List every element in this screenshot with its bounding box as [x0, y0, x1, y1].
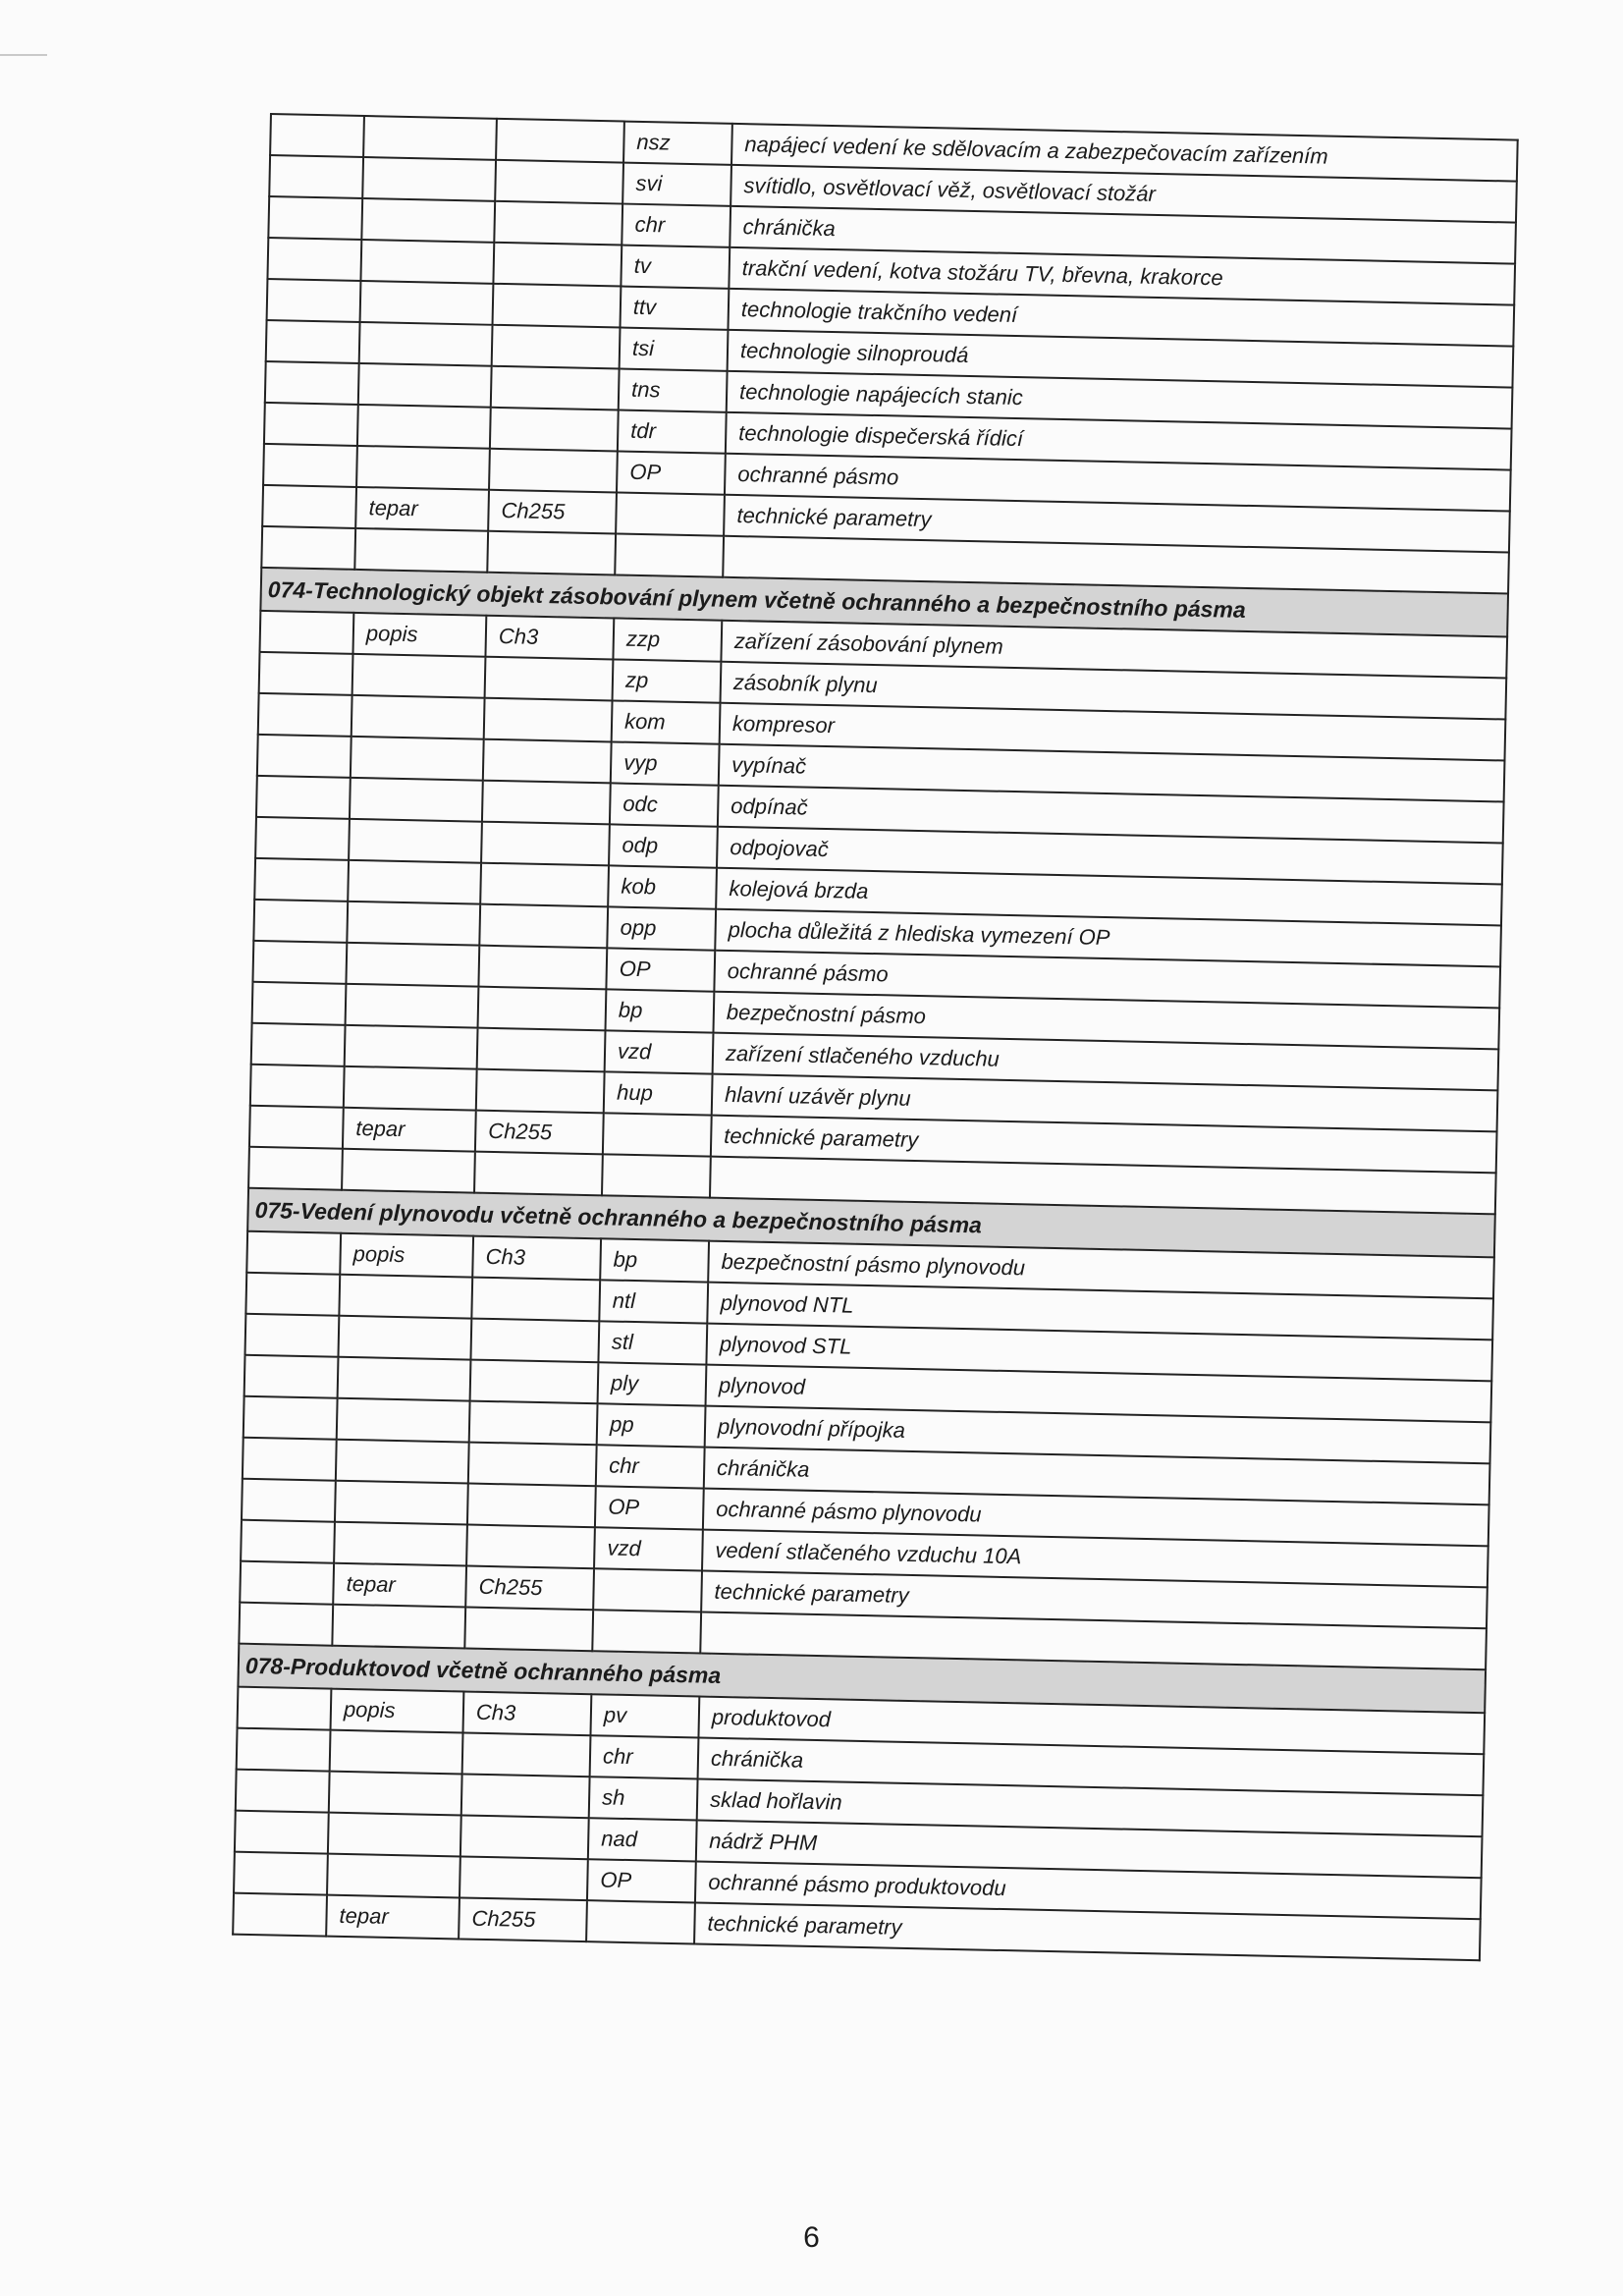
description-cell: zařízení zásobování plynem	[721, 621, 1507, 679]
attribute-cell	[361, 198, 495, 243]
code-cell: zzp	[613, 618, 722, 661]
type-cell	[483, 739, 612, 784]
index-cell	[259, 652, 353, 695]
code-cell: kom	[612, 700, 721, 743]
attribute-cell	[336, 1440, 469, 1484]
type-cell	[482, 781, 611, 825]
type-cell	[478, 987, 607, 1031]
type-cell	[469, 1401, 598, 1446]
code-cell: odp	[609, 824, 718, 867]
description-cell: technologie napájecích stanic	[727, 371, 1513, 429]
code-cell: pv	[590, 1694, 699, 1737]
type-cell: Ch3	[472, 1236, 601, 1281]
index-cell	[270, 114, 364, 157]
code-cell: OP	[617, 451, 726, 494]
code-cell: OP	[606, 948, 715, 991]
description-cell: chránička	[704, 1448, 1490, 1505]
index-cell	[233, 1893, 327, 1937]
index-cell	[234, 1852, 328, 1895]
code-cell: tns	[619, 369, 728, 412]
type-cell	[461, 1774, 590, 1818]
code-cell: ttv	[621, 287, 730, 330]
attribute-cell	[334, 1522, 467, 1566]
type-cell	[468, 1443, 597, 1487]
index-cell	[241, 1520, 335, 1563]
index-cell	[252, 941, 347, 984]
index-cell	[246, 1231, 341, 1275]
code-cell: chr	[590, 1735, 699, 1778]
type-cell: Ch255	[475, 1111, 604, 1155]
code-cell	[586, 1900, 695, 1943]
attribute-cell	[338, 1316, 471, 1360]
code-cell: zp	[613, 659, 722, 702]
type-cell	[474, 1152, 603, 1196]
attribute-cell	[349, 819, 482, 863]
document-page	[232, 113, 1517, 1961]
type-cell	[470, 1360, 599, 1404]
index-cell	[235, 1811, 329, 1854]
attribute-cell: tepar	[355, 487, 489, 531]
attribute-cell	[354, 528, 488, 573]
attribute-cell	[360, 240, 494, 284]
code-cell: ntl	[599, 1280, 708, 1323]
attribute-cell	[327, 1854, 460, 1898]
description-cell: ochranné pásmo	[714, 951, 1500, 1009]
type-cell: Ch255	[459, 1897, 587, 1941]
type-cell: Ch3	[462, 1691, 591, 1735]
attribute-cell	[352, 695, 485, 739]
index-cell	[240, 1561, 334, 1605]
type-cell	[478, 946, 607, 990]
code-cell: vzd	[605, 1030, 714, 1073]
description-cell: bezpečnostní pásmo plynovodu	[708, 1241, 1494, 1299]
index-cell	[250, 1065, 345, 1108]
description-cell: chránička	[730, 206, 1516, 264]
code-cell: nad	[588, 1818, 697, 1861]
attribute-cell: tepar	[333, 1563, 466, 1608]
index-cell	[239, 1603, 333, 1646]
attribute-cell	[332, 1605, 465, 1649]
attribute-cell	[337, 1398, 470, 1443]
description-cell: plynovodní přípojka	[705, 1406, 1491, 1464]
code-cell: chr	[596, 1445, 705, 1488]
attribute-cell	[335, 1481, 468, 1525]
type-cell	[485, 657, 614, 701]
type-cell	[479, 904, 608, 949]
attribute-cell	[338, 1357, 471, 1401]
index-cell	[237, 1728, 331, 1772]
type-cell	[470, 1319, 599, 1363]
index-cell	[268, 196, 362, 240]
code-cell: stl	[598, 1321, 707, 1364]
index-cell	[243, 1396, 338, 1440]
description-cell: svítidlo, osvětlovací věž, osvětlovací stožár	[730, 165, 1517, 223]
index-cell	[267, 279, 361, 322]
index-cell	[245, 1314, 340, 1357]
description-cell: technické parametry	[701, 1571, 1488, 1629]
description-cell: technologie dispečerská řídicí	[726, 412, 1512, 470]
index-cell	[267, 238, 361, 281]
description-cell: technické parametry	[711, 1116, 1497, 1174]
description-cell: plynovod	[706, 1365, 1492, 1423]
type-cell	[492, 325, 621, 369]
type-cell	[484, 698, 613, 742]
type-cell	[494, 201, 622, 246]
section-title: 074-Technologický objekt zásobování plynem včetně ochranného a bezpečnostního pásma	[260, 568, 1508, 637]
attribute-cell	[352, 654, 486, 698]
attribute-cell	[350, 778, 483, 822]
type-cell	[493, 284, 622, 328]
attribute-cell	[329, 1772, 462, 1816]
attribute-cell	[360, 281, 494, 325]
description-cell: nádrž PHM	[696, 1820, 1483, 1878]
description-cell: zařízení stlačeného vzduchu	[713, 1033, 1499, 1091]
type-cell: Ch255	[465, 1566, 594, 1611]
description-cell: kompresor	[720, 703, 1506, 761]
index-cell	[252, 982, 347, 1025]
type-cell	[467, 1484, 596, 1528]
description-cell: vedení stlačeného vzduchu 10A	[702, 1530, 1488, 1588]
index-cell	[263, 444, 357, 487]
type-cell	[493, 243, 622, 287]
attribute-cell	[339, 1275, 472, 1319]
type-cell	[460, 1815, 589, 1859]
index-cell	[261, 526, 355, 570]
index-cell	[264, 403, 358, 446]
section-title: 075-Vedení plynovodu včetně ochranného a bezpečnostního pásma	[247, 1188, 1495, 1258]
type-cell	[495, 160, 623, 204]
type-cell	[462, 1732, 591, 1777]
type-cell	[489, 449, 618, 493]
code-cell: chr	[622, 204, 730, 247]
index-cell	[255, 817, 350, 860]
type-cell	[471, 1278, 600, 1322]
index-cell	[243, 1438, 337, 1481]
code-cell: tdr	[618, 410, 727, 453]
type-cell	[490, 408, 619, 452]
description-cell: hlavní uzávěr plynu	[712, 1074, 1498, 1132]
code-cell: ply	[598, 1362, 707, 1405]
description-cell: kolejová brzda	[716, 868, 1502, 926]
type-cell: Ch255	[488, 490, 617, 534]
code-cell	[602, 1154, 711, 1197]
attribute-cell	[345, 1025, 478, 1069]
code-cell: svi	[622, 163, 731, 206]
index-cell	[236, 1770, 330, 1813]
description-cell: produktovod	[698, 1697, 1485, 1755]
code-cell: tsi	[620, 328, 729, 371]
index-cell	[244, 1355, 339, 1398]
attribute-cell: popis	[352, 613, 486, 657]
code-table-body	[233, 114, 1518, 1960]
section-title: 078-Produktovod včetně ochranného pásma	[238, 1644, 1486, 1714]
type-cell	[491, 366, 620, 410]
description-cell: odpojovač	[717, 827, 1503, 885]
description-cell: technologie trakčního vedení	[728, 289, 1514, 347]
code-cell	[593, 1568, 702, 1612]
attribute-cell: tepar	[326, 1895, 460, 1940]
index-cell	[242, 1479, 336, 1522]
code-cell: hup	[604, 1071, 713, 1115]
code-table	[232, 113, 1519, 1961]
description-cell: napájecí vedení ke sdělovacím a zabezpečovacím zařízením	[731, 124, 1518, 182]
attribute-cell	[344, 1066, 477, 1111]
attribute-cell: popis	[331, 1689, 464, 1733]
code-cell: vzd	[594, 1527, 703, 1570]
index-cell	[260, 611, 354, 654]
attribute-cell	[362, 157, 496, 201]
description-cell: ochranné pásmo	[725, 454, 1511, 512]
attribute-cell	[363, 116, 497, 160]
index-cell	[249, 1106, 344, 1149]
code-cell: OP	[587, 1859, 696, 1902]
attribute-cell	[342, 1149, 475, 1193]
code-cell	[592, 1610, 701, 1653]
code-cell: pp	[597, 1403, 706, 1447]
scan-edge-mark	[0, 54, 47, 56]
description-cell: odpínač	[718, 786, 1504, 844]
type-cell	[466, 1525, 595, 1569]
index-cell	[257, 735, 352, 778]
index-cell	[254, 858, 349, 902]
attribute-cell	[351, 737, 484, 781]
code-cell	[616, 492, 725, 535]
description-cell: bezpečnostní pásmo	[713, 992, 1499, 1050]
code-cell	[603, 1113, 712, 1156]
index-cell	[258, 693, 352, 737]
description-cell: vypínač	[719, 744, 1505, 802]
code-cell: tv	[621, 246, 730, 289]
type-cell	[476, 1069, 605, 1114]
description-cell: plocha důležitá z hlediska vymezení OP	[715, 909, 1501, 967]
code-cell: bp	[600, 1238, 709, 1282]
description-cell: zásobník plynu	[721, 662, 1507, 720]
code-cell: OP	[595, 1486, 704, 1529]
index-cell	[238, 1687, 332, 1730]
index-cell	[262, 485, 356, 528]
attribute-cell	[328, 1813, 461, 1857]
type-cell	[480, 863, 609, 907]
index-cell	[245, 1273, 340, 1316]
code-cell: odc	[610, 783, 719, 826]
index-cell	[265, 361, 359, 405]
type-cell	[496, 119, 624, 163]
description-cell: sklad hořlavin	[697, 1778, 1484, 1836]
attribute-cell	[359, 322, 493, 366]
attribute-cell: popis	[340, 1233, 473, 1278]
attribute-cell	[346, 984, 479, 1028]
index-cell	[251, 1023, 346, 1066]
type-cell	[487, 531, 616, 575]
description-cell: ochranné pásmo plynovodu	[703, 1489, 1489, 1547]
index-cell	[253, 900, 348, 943]
attribute-cell	[330, 1730, 463, 1775]
code-cell: opp	[607, 906, 716, 950]
description-cell: trakční vedení, kotva stožáru TV, břevna, krakorce	[729, 247, 1515, 305]
type-cell	[460, 1856, 588, 1900]
index-cell	[269, 155, 363, 198]
attribute-cell	[358, 363, 492, 408]
attribute-cell	[346, 943, 479, 987]
attribute-cell	[357, 405, 491, 449]
code-cell: kob	[608, 865, 717, 908]
description-cell: plynovod NTL	[707, 1283, 1493, 1340]
code-cell: vyp	[611, 741, 720, 785]
index-cell	[248, 1147, 343, 1190]
description-cell: chránička	[698, 1738, 1485, 1796]
description-cell: technické parametry	[724, 495, 1510, 553]
code-cell: bp	[606, 989, 715, 1032]
type-cell: Ch3	[485, 616, 614, 660]
code-cell: sh	[589, 1777, 698, 1820]
index-cell	[266, 320, 360, 363]
code-cell	[615, 533, 724, 576]
description-cell: technické parametry	[694, 1902, 1481, 1960]
description-cell: technologie silnoproudá	[728, 330, 1514, 388]
attribute-cell	[356, 446, 490, 490]
type-cell	[464, 1608, 593, 1652]
index-cell	[256, 776, 351, 819]
type-cell	[477, 1028, 606, 1072]
attribute-cell	[348, 860, 481, 904]
type-cell	[481, 822, 610, 866]
code-cell: nsz	[623, 122, 732, 165]
attribute-cell: tepar	[343, 1108, 476, 1152]
description-cell: plynovod STL	[706, 1324, 1492, 1382]
page-number: 6	[803, 2221, 820, 2254]
description-cell: ochranné pásmo produktovodu	[695, 1861, 1482, 1919]
attribute-cell	[347, 902, 480, 946]
